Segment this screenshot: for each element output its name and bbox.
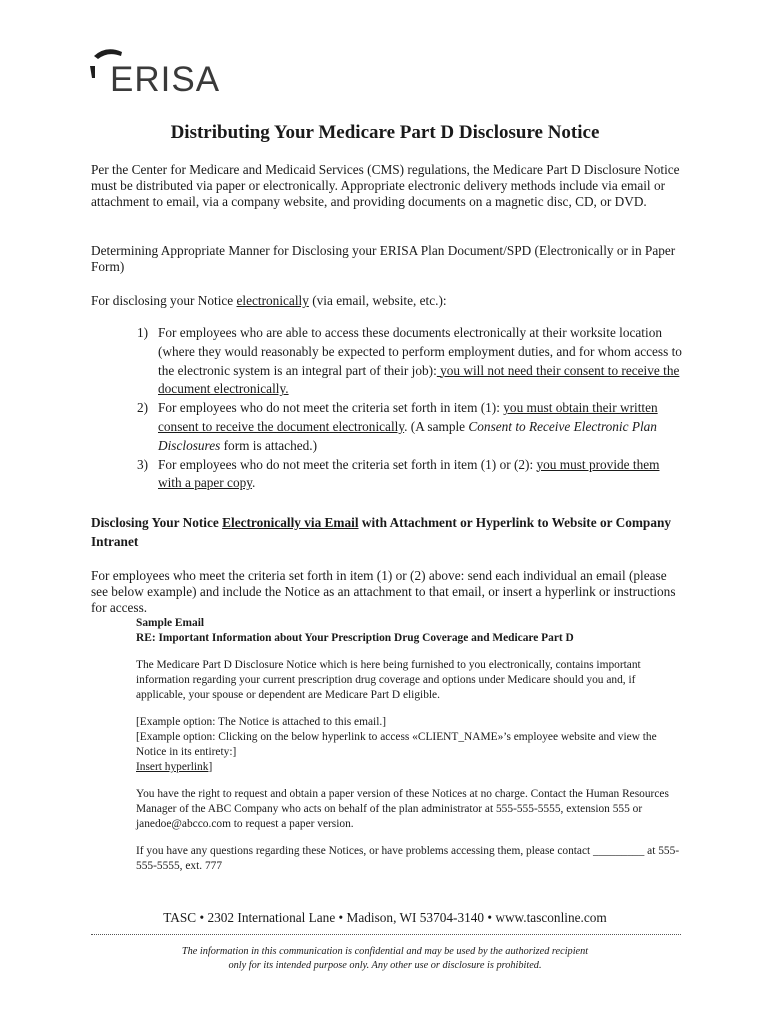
section-body: For employees who meet the criteria set forth in item (1) or (2) above: send each individual an email (please see below example) and include the Notice as an attachment to that email, or insert a hyperlink or instructions for access. [91, 568, 676, 615]
logo-text: ERISA [110, 60, 221, 99]
email-label: Sample Email [136, 617, 205, 629]
erisa-logo [90, 46, 220, 100]
email-paragraph: If you have any questions regarding these Notices, or have problems accessing them, please contact _________ at 555-555-5555, ext. 777 [136, 845, 680, 872]
list-text: For employees who do not meet the criteria set forth in item (1) or (2): [158, 456, 537, 472]
determining-paragraph: Determining Appropriate Manner for Disclosing your ERISA Plan Document/SPD (Electronically or in Paper Form) [91, 243, 676, 274]
sample-email [136, 616, 681, 874]
section-heading [91, 513, 681, 551]
list-italic: Consent to Receive Electronic Plan Disclosures [158, 418, 657, 453]
disclosing-paragraph [91, 293, 681, 309]
list-number: 3) [137, 456, 149, 472]
confidentiality-note: The information in this communication is confidential and may be used by the authorized recipient only for its intended purpose only. Any other use or disclosure is prohibited. [181, 946, 589, 971]
email-hyperlink-line [136, 760, 681, 775]
list-number: 1) [137, 325, 149, 340]
section-heading-underlined: Electronically via Email [222, 515, 359, 530]
list-text: . [252, 475, 256, 491]
email-paragraph: The Medicare Part D Disclosure Notice which is here being furnished to you electronically, contains important information regarding your current prescription drug coverage and options under Medicare should you and, if applicable, your spouse or dependent are Medicare Part D eligible. [136, 659, 641, 701]
page-title: Distributing Your Medicare Part D Disclosure Notice [170, 122, 600, 143]
criteria-list [137, 324, 682, 493]
email-subject: RE: Important Information about Your Prescription Drug Coverage and Medicare Part D [136, 632, 574, 644]
intro-paragraph: Per the Center for Medicare and Medicaid Services (CMS) regulations, the Medicare Part D Disclosure Notice must be distributed via paper or electronically. Appropriate electronic delivery methods include via email or attachment to email, via a company website, and providing documents on a magnetic disc, CD, or DVD. [91, 162, 680, 209]
footer-note [0, 945, 770, 973]
email-paragraph: You have the right to request and obtain a paper version of these Notices at no charge. Contact the Human Resources Manager of the ABC Company who acts on behalf of the plan administrator at 555-555-5555, extension 555 or janedoe@abcco.com to request a paper version. [136, 788, 669, 830]
list-text: For employees who do not meet the criteria set forth in item (1): [158, 400, 504, 416]
list-item [137, 324, 682, 399]
hyperlink-close: ] [208, 761, 213, 773]
list-text: For employees who are able to access these documents electronically at their worksite location (where they would reasonably be expected to perform employment duties, and for whom access to the electronic system is an integral part of their job): [158, 325, 682, 378]
list-text: form is attached.) [220, 437, 318, 453]
list-underlined: you must provide them with a paper copy [158, 456, 660, 491]
email-option-2: [Example option: Clicking on the below hyperlink to access «CLIENT_NAME»’s employee website and view the Notice in its entirety:] [136, 731, 657, 758]
electronically-link: electronically [236, 293, 309, 308]
list-underlined: you must obtain their written consent to receive the document electronically [158, 400, 658, 434]
list-number: 2) [137, 400, 149, 416]
disclosing-post: (via email, website, etc.): [308, 293, 447, 308]
insert-hyperlink: Insert hyperlink [136, 761, 209, 773]
list-underlined: you will not need their consent to receive the document electronically. [158, 362, 680, 397]
section-heading-pre: Disclosing Your Notice [91, 515, 223, 530]
list-item [137, 456, 682, 494]
section-heading-post: with Attachment or Hyperlink to Website or Company Intranet [91, 515, 672, 549]
list-item [137, 399, 682, 455]
list-text: . (A sample [404, 418, 469, 434]
disclosing-pre: For disclosing your Notice [91, 293, 237, 308]
footer-address: TASC • 2302 International Lane • Madison, WI 53704-3140 • www.tasconline.com [163, 910, 607, 925]
email-option-1: [Example option: The Notice is attached to this email.] [136, 716, 386, 728]
footer-divider [91, 934, 681, 935]
